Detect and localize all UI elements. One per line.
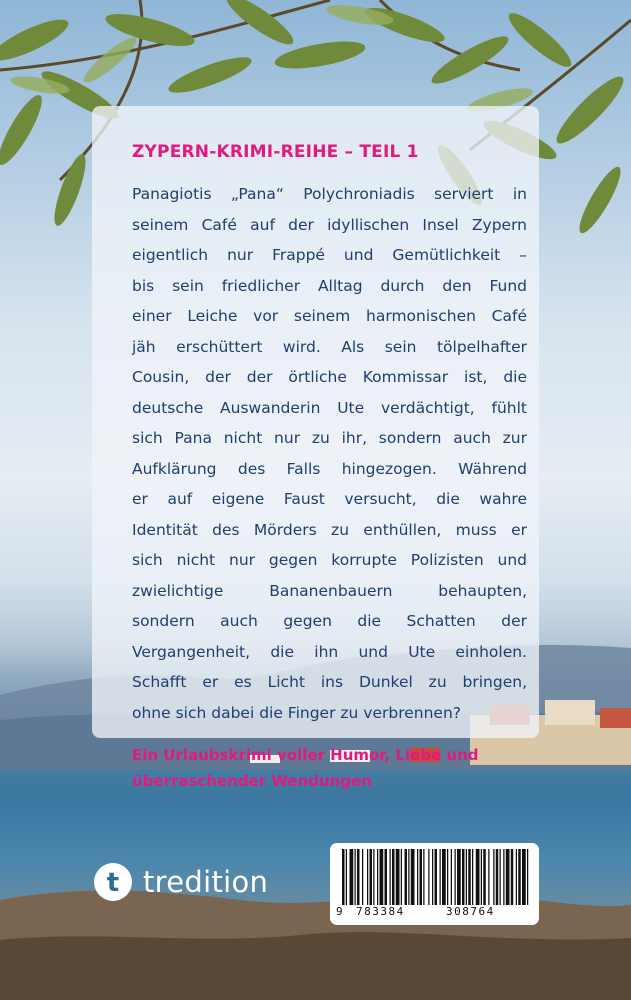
barcode-bar — [522, 849, 526, 905]
blurb-line: Cousin, der der örtliche Kommissar ist, die — [132, 368, 527, 386]
blurb-line: bis sein friedlicher Alltag durch den Fund — [132, 276, 527, 295]
isbn-group-2: 308764 — [446, 905, 495, 918]
barcode-bar — [428, 849, 429, 905]
barcode-bar — [476, 849, 480, 905]
barcode-bar — [385, 849, 388, 905]
barcode-bar — [373, 849, 374, 905]
isbn-prefix: 9 — [336, 905, 345, 918]
barcode-bar — [500, 849, 501, 905]
barcode-bar — [432, 849, 433, 905]
barcode-bar — [496, 849, 499, 905]
barcode-bar — [411, 849, 415, 905]
blurb-line: sich nicht nur gegen korrupte Polizisten und — [132, 551, 527, 569]
barcode-bar — [420, 849, 423, 905]
blurb-line: Identität des Mörders zu enthüllen, muss er — [132, 520, 527, 539]
barcode-bar — [506, 849, 510, 905]
publisher-name: tredition — [143, 865, 269, 899]
barcode-bar — [401, 849, 402, 905]
blurb-line: Vergangenheit, die ihn und Ute einholen. — [132, 642, 527, 661]
isbn-barcode — [330, 843, 539, 925]
barcode-bar — [342, 849, 345, 905]
barcode-bar — [370, 849, 373, 905]
barcode-bar — [435, 849, 438, 905]
blurb-line: er auf eigene Faust versucht, die wahre — [132, 490, 527, 508]
barcode-bar — [468, 849, 471, 905]
barcode-bar — [417, 849, 418, 905]
barcode-bar — [357, 849, 360, 905]
blurb-line: Schafft er es Licht ins Dunkel zu bringen, — [132, 673, 527, 691]
barcode-bar — [440, 849, 441, 905]
barcode-bar — [457, 849, 461, 905]
barcode-bar — [392, 849, 395, 905]
barcode-bar — [380, 849, 384, 905]
barcode-bar — [455, 849, 456, 905]
barcode-bar — [527, 849, 528, 905]
barcode-bar — [408, 849, 409, 905]
barcode-bar — [442, 849, 446, 905]
series-title: ZYPERN-KRIMI-REIHE – TEIL 1 — [132, 142, 419, 162]
barcode-bar — [481, 849, 482, 905]
barcode-bar — [350, 849, 354, 905]
tagline — [132, 742, 527, 794]
barcode-bar — [447, 849, 448, 905]
barcode-bar — [451, 849, 452, 905]
barcode-bar — [503, 849, 504, 905]
barcode-bar — [362, 849, 363, 905]
barcode-bar — [472, 849, 473, 905]
barcode-bar — [466, 849, 467, 905]
blurb-text — [132, 179, 527, 728]
barcode-bar — [355, 849, 356, 905]
barcode-bar — [518, 849, 521, 905]
barcode-bar — [423, 849, 424, 905]
barcode-bar — [405, 849, 408, 905]
tagline-line: Ein Urlaubskrimi voller Humor, Liebe und — [132, 746, 479, 764]
blurb-line: ohne sich dabei die Finger zu verbrennen? — [132, 703, 462, 722]
blurb-line: einer Leiche vor seinem harmonischen Café — [132, 307, 527, 325]
barcode-bar — [367, 849, 368, 905]
tredition-logo-icon — [93, 862, 133, 902]
blurb-line: sich Pana nicht nur zu ihr, sondern auch zur — [132, 429, 527, 447]
blurb-line: zwielichtige Bananenbauern behaupten, — [132, 581, 527, 600]
blurb-line: Aufklärung des Falls hingezogen. Während — [132, 459, 527, 478]
logo-mark-letter: t — [106, 868, 120, 898]
barcode-bar — [483, 849, 486, 905]
blurb-panel — [92, 106, 539, 790]
barcode-bar — [488, 849, 489, 905]
isbn-group-1: 783384 — [356, 905, 405, 918]
barcode-bar — [511, 849, 514, 905]
publisher-logo — [93, 862, 268, 902]
barcode-bar — [493, 849, 494, 905]
blurb-line: sondern auch gegen die Schatten der — [132, 612, 527, 630]
barcode-bar — [516, 849, 517, 905]
barcode-bar — [346, 849, 347, 905]
barcode-bar — [462, 849, 465, 905]
tagline-line: überraschender Wendungen — [132, 772, 372, 790]
blurb-line: eigentlich nur Frappé und Gemütlichkeit – — [132, 246, 527, 264]
barcode-bar — [390, 849, 391, 905]
blurb-line: Panagiotis „Pana“ Polychroniadis serviert in — [132, 185, 527, 203]
barcode-bar — [396, 849, 400, 905]
blurb-line: deutsche Auswanderin Ute verdächtigt, fühlt — [132, 398, 527, 417]
barcode-bars — [338, 849, 534, 905]
blurb-line: seinem Café auf der idyllischen Insel Zypern — [132, 215, 527, 234]
blurb-line: jäh erschüttert wird. Als sein tölpelhafter — [132, 337, 527, 356]
barcode-bar — [377, 849, 378, 905]
